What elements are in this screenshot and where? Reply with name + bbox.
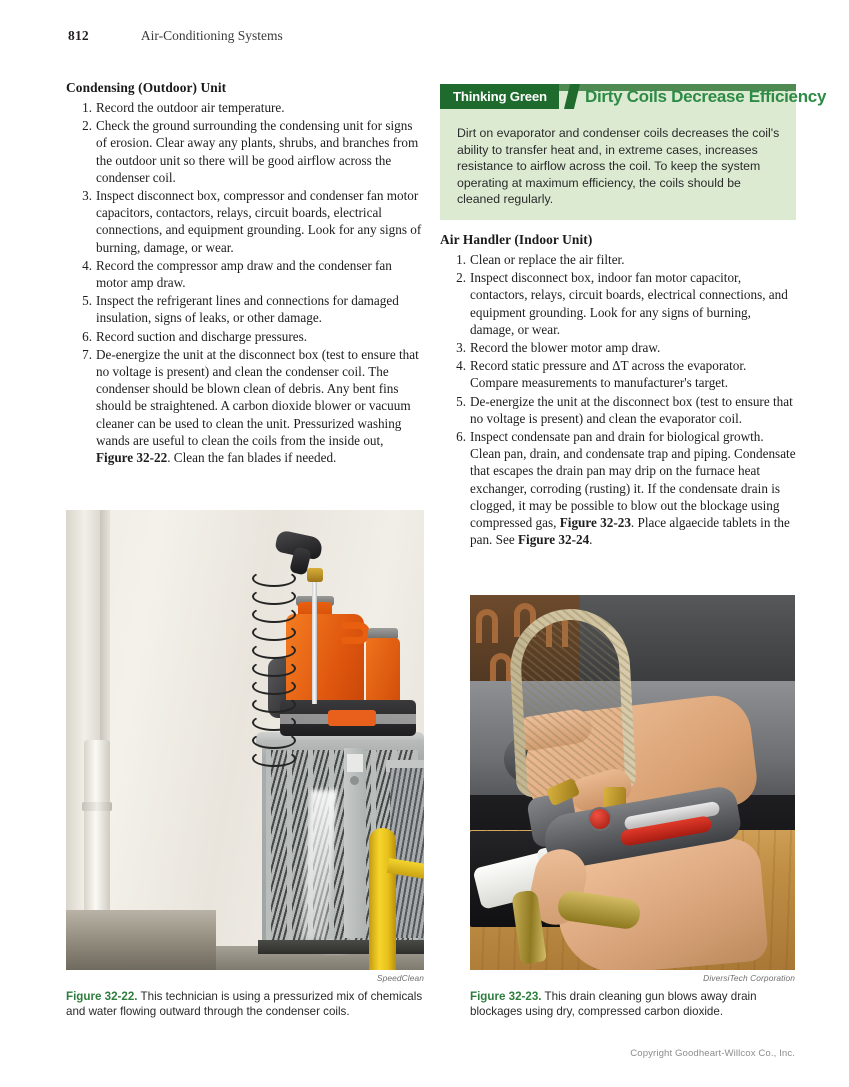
yellow-bollard (369, 828, 396, 970)
condenser-label (347, 754, 363, 772)
photo-condenser-coil-cleaning (66, 510, 424, 970)
condensing-unit-steps (66, 99, 422, 466)
air-handler-steps (440, 251, 796, 548)
photo-drain-cleaning-gun (470, 595, 795, 970)
spray-wand (312, 576, 317, 704)
list-item: Record static pressure and ΔT across the evaporator. Compare measurements to manufacturer's target. (470, 358, 747, 391)
running-head (68, 28, 283, 44)
air-handler-heading: Air Handler (Indoor Unit) (440, 232, 593, 247)
list-item: Record suction and discharge pressures. (96, 328, 308, 344)
thinking-green-tab (440, 84, 559, 109)
sprayer-brand-logo (328, 710, 376, 726)
list-item: Record the outdoor air temperature. (96, 100, 285, 115)
step-text: Inspect condensate pan and drain for biological growth. Clean pan, drain, and condensate trap and piping. Condensate that escapes the drain pan may drip on the furnace heat exchanger, corroding (rusting) it. If the condensate drain is clogged, it may be possible to blow out the blockage using compressed gas, (470, 429, 796, 531)
coiled-hose (252, 570, 300, 770)
list-item: Record the compressor amp draw and the condenser fan motor amp draw. (96, 257, 392, 291)
figure-reference: Figure 32-23 (559, 515, 631, 531)
copyright-notice: Copyright Goodheart-Willcox Co., Inc. (630, 1048, 795, 1059)
condensing-unit-heading: Condensing (Outdoor) Unit (66, 80, 227, 95)
list-item: Inspect disconnect box, indoor fan motor capacitor, contactors, relays, circuit boards, electrical connections, and equipment grounding. Look for any signs of burning, damage, or wear. (470, 270, 788, 337)
figure-label: Figure 32-22. (66, 990, 138, 1003)
figure-32-22 (66, 510, 424, 1020)
figure-reference-2: Figure 32-24 (517, 532, 590, 548)
page-number: 812 (68, 28, 89, 43)
step-text-tail: . Clean the fan blades if needed. (167, 450, 337, 466)
list-item: Inspect the refrigerant lines and connections for damaged insulation, signs of leaks, or other damage. (96, 293, 399, 326)
step-text: De-energize the unit at the disconnect box (test to ensure that no voltage is present) and clean the condenser coil. The condenser should be blown clean of debris. Any bent fins should be straightened. A carbon dioxide blower or vacuum cleaner can be used to clean the unit. Pressurized washing wands are useful to clean the coils from the inside out, (96, 346, 419, 448)
thinking-green-box (440, 84, 827, 220)
list-item: Inspect disconnect box, compressor and condenser fan motor capacitors, contactors, relays, circuit boards, electrical connections, and equipment grounding. Look for any signs of burning, damage, or wear. (96, 188, 422, 255)
figure-32-23 (470, 595, 795, 1020)
figure-caption-text: This technician is using a pressurized mix of chemicals and water flowing outward through the condenser coils. (66, 990, 423, 1019)
pipe-coupling (82, 802, 112, 811)
wand-brass-fitting (307, 568, 323, 582)
list-item (66, 346, 422, 466)
thinking-green-title: Dirty Coils Decrease Efficiency (585, 87, 827, 106)
thinking-green-body: Dirt on evaporator and condenser coils decreases the coil's ability to transfer heat and, in extreme cases, increases resistance to airflow across the coil. To keep the system operating at maximum efficiency, the coils should be cleaned regularly. (457, 126, 780, 207)
list-item (440, 428, 796, 548)
copper-tube (476, 609, 498, 643)
condenser-base (258, 940, 424, 954)
figure-reference: Figure 32-22 (96, 450, 168, 466)
figure-caption (470, 989, 795, 1020)
list-item: Check the ground surrounding the condensing unit for signs of erosion. Clear away any plants, shrubs, and branches from the outdoor unit so there will be good airflow across the condenser coil. (96, 118, 419, 185)
thinking-green-header (440, 87, 827, 116)
photo-credit: SpeedClean (376, 973, 424, 983)
ground-dirt (66, 910, 216, 970)
running-head-title: Air-Conditioning Systems (140, 28, 283, 43)
drain-gun-trigger-button (588, 807, 612, 831)
list-item: Clean or replace the air filter. (470, 252, 625, 267)
photo-credit: DiversiTech Corporation (703, 973, 795, 983)
step-text-mid: . Place algaecide tablets in the pan. See (470, 515, 790, 548)
list-item: De-energize the unit at the disconnect box (test to ensure that no voltage is present) and clean the evaporator coil. (470, 393, 793, 426)
right-column (440, 232, 796, 548)
list-item: Record the blower motor amp draw. (470, 340, 661, 356)
thinking-green-tab-label: Thinking Green (453, 89, 547, 104)
figure-caption-text: This drain cleaning gun blows away drain blockages using dry, compressed carbon dioxide. (470, 990, 757, 1019)
condenser-knob (350, 776, 359, 785)
figure-caption (66, 989, 424, 1020)
figure-label: Figure 32-23. (470, 990, 542, 1003)
left-column (66, 80, 422, 466)
step-text-tail: . (589, 532, 593, 548)
